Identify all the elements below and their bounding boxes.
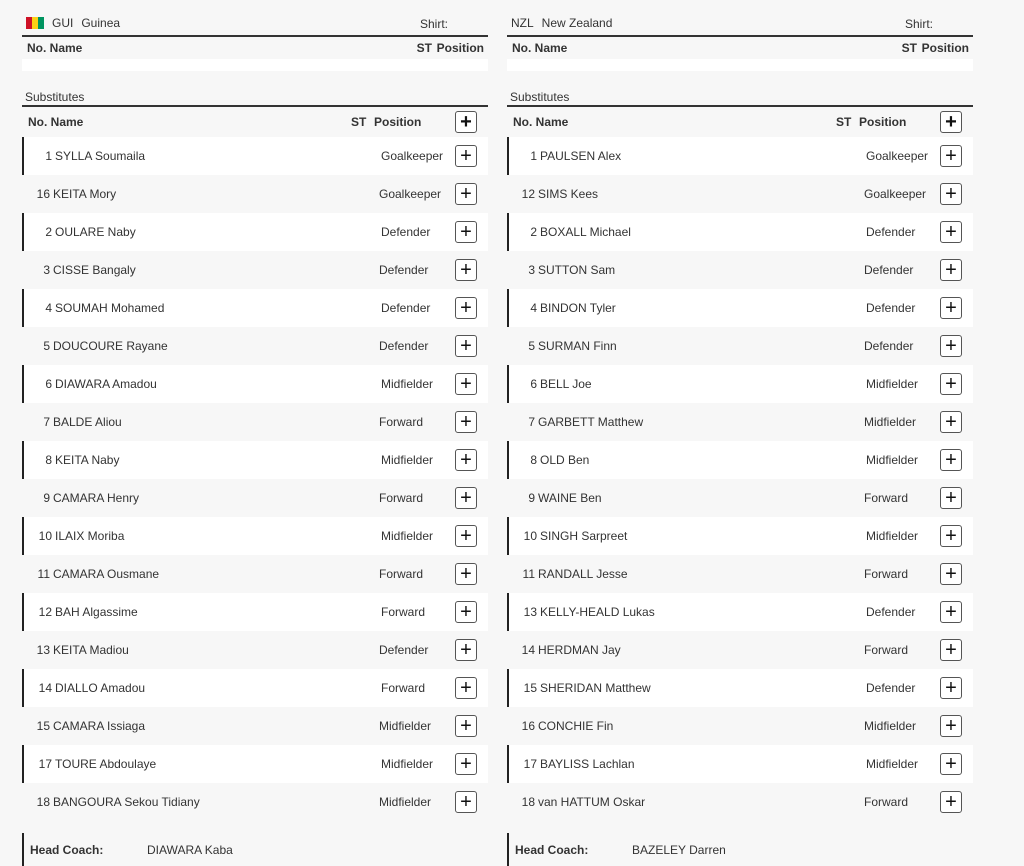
player-number: 14 [38, 681, 52, 695]
player-row [507, 479, 973, 517]
player-position: Midfielder [866, 377, 919, 391]
player-row [22, 593, 488, 631]
team-name: Guinea [81, 15, 121, 30]
team-code: GUI [52, 15, 74, 30]
player-number: 13 [523, 605, 537, 619]
player-position: Forward [381, 605, 426, 619]
player-name: CAMARA Issiaga [53, 719, 146, 733]
player-position: Forward [379, 567, 424, 581]
substitutes-header [22, 107, 488, 137]
head-coach-label: Head Coach: [30, 842, 104, 857]
player-row [22, 213, 488, 251]
player-row [22, 403, 488, 441]
player-name: BALDE Aliou [53, 415, 122, 429]
player-row [507, 631, 973, 669]
player-row [22, 327, 488, 365]
player-number: 11 [522, 567, 535, 581]
player-row [22, 517, 488, 555]
player-name: OLD Ben [540, 453, 590, 467]
starting-list-empty [22, 59, 488, 71]
player-position: Midfielder [379, 719, 432, 733]
add-player-button[interactable]: + [455, 715, 477, 737]
player-name: SUTTON Sam [538, 263, 616, 277]
player-name: KEITA Madiou [53, 643, 129, 657]
add-player-button[interactable]: + [940, 373, 962, 395]
add-player-button[interactable]: + [455, 373, 477, 395]
player-row [22, 365, 488, 403]
add-player-button[interactable]: + [940, 335, 962, 357]
player-position: Midfielder [864, 415, 917, 429]
player-number: 11 [37, 567, 50, 581]
player-position: Forward [381, 681, 426, 695]
player-number: 18 [521, 795, 535, 809]
player-row [22, 707, 488, 745]
player-number: 16 [521, 719, 535, 733]
add-all-button[interactable]: + [455, 111, 477, 133]
player-name: SHERIDAN Matthew [540, 681, 651, 695]
player-position: Defender [866, 301, 916, 315]
player-row [507, 669, 973, 707]
player-number: 2 [530, 225, 537, 239]
add-player-button[interactable]: + [455, 449, 477, 471]
team-panel-new-zealand [507, 0, 973, 866]
player-row [22, 175, 488, 213]
player-position: Defender [381, 301, 431, 315]
col-position: Position [436, 41, 484, 55]
player-number: 14 [521, 643, 535, 657]
add-all-button[interactable]: + [940, 111, 962, 133]
player-position: Forward [864, 567, 909, 581]
player-row [22, 479, 488, 517]
starting-list-empty [507, 59, 973, 71]
player-row [507, 365, 973, 403]
player-row [507, 137, 973, 175]
player-position: Midfielder [379, 795, 432, 809]
starting-header [507, 37, 973, 59]
player-position: Midfielder [381, 757, 434, 771]
team-panel-guinea [22, 0, 488, 866]
player-number: 18 [36, 795, 50, 809]
player-row [22, 289, 488, 327]
player-name: SIMS Kees [538, 187, 599, 201]
player-number: 3 [43, 263, 50, 277]
player-name: SOUMAH Mohamed [55, 301, 165, 315]
player-number: 5 [528, 339, 535, 353]
player-row [507, 327, 973, 365]
player-position: Defender [866, 605, 916, 619]
player-number: 8 [530, 453, 537, 467]
player-position: Defender [379, 339, 429, 353]
add-player-button[interactable]: + [455, 601, 477, 623]
player-name: CAMARA Ousmane [53, 567, 160, 581]
add-player-button[interactable]: + [940, 411, 962, 433]
shirt-label: Shirt: [904, 17, 933, 31]
head-coach-row [507, 833, 973, 866]
col-position: Position [921, 41, 969, 55]
player-row [22, 745, 488, 783]
player-row [22, 783, 488, 821]
player-number: 3 [528, 263, 535, 277]
player-position: Defender [381, 225, 431, 239]
starting-header [22, 37, 488, 59]
player-number: 8 [45, 453, 52, 467]
player-name: BAH Algassime [55, 605, 138, 619]
player-name: PAULSEN Alex [540, 149, 622, 163]
add-player-button[interactable]: + [455, 563, 477, 585]
substitutes-header [507, 107, 973, 137]
col-position: Position [859, 115, 907, 129]
player-number: 6 [45, 377, 52, 391]
player-number: 2 [45, 225, 52, 239]
substitutes-heading: Substitutes [507, 71, 973, 107]
col-st: ST [836, 115, 852, 129]
player-name: DIALLO Amadou [55, 681, 146, 695]
player-name: BANGOURA Sekou Tidiany [53, 795, 200, 809]
player-name: OULARE Naby [55, 225, 136, 239]
add-player-button[interactable]: + [940, 145, 962, 167]
player-position: Defender [864, 263, 914, 277]
add-player-button[interactable]: + [940, 601, 962, 623]
add-player-button[interactable]: + [455, 335, 477, 357]
player-position: Forward [379, 491, 424, 505]
player-row [507, 593, 973, 631]
player-row [507, 251, 973, 289]
player-name: CAMARA Henry [53, 491, 140, 505]
player-number: 4 [530, 301, 537, 315]
add-player-button[interactable]: + [940, 753, 962, 775]
player-number: 10 [523, 529, 537, 543]
player-position: Midfielder [866, 453, 919, 467]
add-player-button[interactable]: + [455, 297, 477, 319]
player-number: 13 [36, 643, 50, 657]
player-name: ILAIX Moriba [55, 529, 125, 543]
player-row [507, 213, 973, 251]
add-player-button[interactable]: + [940, 487, 962, 509]
add-player-button[interactable]: + [455, 183, 477, 205]
add-player-button[interactable]: + [455, 753, 477, 775]
player-row [507, 783, 973, 821]
shirt-label: Shirt: [419, 17, 448, 31]
player-position: Defender [866, 225, 916, 239]
add-player-button[interactable]: + [455, 677, 477, 699]
player-row [507, 403, 973, 441]
player-position: Forward [379, 415, 424, 429]
player-name: KEITA Naby [55, 453, 120, 467]
player-row [507, 441, 973, 479]
player-position: Defender [864, 339, 914, 353]
player-name: HERDMAN Jay [538, 643, 621, 657]
player-number: 9 [528, 491, 535, 505]
player-number: 1 [530, 149, 537, 163]
player-name: BAYLISS Lachlan [540, 757, 635, 771]
add-player-button[interactable]: + [455, 791, 477, 813]
substitutes-heading: Substitutes [22, 71, 488, 107]
player-number: 7 [528, 415, 535, 429]
player-row [507, 517, 973, 555]
player-number: 9 [43, 491, 50, 505]
player-name: DOUCOURE Rayane [53, 339, 168, 353]
add-player-button[interactable]: + [940, 677, 962, 699]
player-row [507, 289, 973, 327]
add-player-button[interactable]: + [940, 297, 962, 319]
player-position: Midfielder [381, 377, 434, 391]
player-row [22, 555, 488, 593]
player-name: KELLY-HEALD Lukas [540, 605, 655, 619]
player-position: Midfielder [866, 757, 919, 771]
add-player-button[interactable]: + [940, 715, 962, 737]
add-player-button[interactable]: + [940, 791, 962, 813]
player-number: 12 [521, 187, 535, 201]
player-number: 6 [530, 377, 537, 391]
team-name: New Zealand [541, 15, 613, 30]
player-row [22, 137, 488, 175]
col-no-name: No. Name [513, 115, 569, 129]
player-name: SYLLA Soumaila [55, 149, 146, 163]
player-position: Forward [864, 795, 909, 809]
team-header [22, 0, 488, 37]
col-no-name: No. Name [512, 41, 568, 55]
player-name: van HATTUM Oskar [538, 795, 646, 809]
player-name: BINDON Tyler [540, 301, 616, 315]
add-player-button[interactable]: + [940, 259, 962, 281]
player-number: 4 [45, 301, 52, 315]
player-number: 1 [45, 149, 52, 163]
player-number: 15 [523, 681, 537, 695]
add-player-button[interactable]: + [455, 487, 477, 509]
player-position: Goalkeeper [381, 149, 444, 163]
player-position: Midfielder [381, 453, 434, 467]
add-player-button[interactable]: + [940, 563, 962, 585]
player-row [22, 631, 488, 669]
head-coach-row [22, 833, 488, 866]
player-position: Defender [379, 263, 429, 277]
player-number: 17 [523, 757, 537, 771]
team-header [507, 0, 973, 37]
col-no-name: No. Name [27, 41, 83, 55]
col-st: ST [416, 41, 432, 55]
add-player-button[interactable]: + [455, 411, 477, 433]
player-row [507, 555, 973, 593]
col-st: ST [901, 41, 917, 55]
flag-icon [26, 17, 44, 29]
player-number: 7 [43, 415, 50, 429]
player-position: Defender [379, 643, 429, 657]
player-number: 12 [38, 605, 52, 619]
player-position: Defender [866, 681, 916, 695]
player-position: Forward [864, 491, 909, 505]
player-name: BOXALL Michael [540, 225, 631, 239]
player-name: TOURE Abdoulaye [55, 757, 157, 771]
player-number: 15 [36, 719, 50, 733]
player-position: Midfielder [381, 529, 434, 543]
add-player-button[interactable]: + [455, 145, 477, 167]
player-row [22, 441, 488, 479]
head-coach-name: BAZELEY Darren [632, 842, 726, 857]
player-name: KEITA Mory [53, 187, 117, 201]
player-position: Forward [864, 643, 909, 657]
player-name: WAINE Ben [538, 491, 602, 505]
add-player-button[interactable]: + [940, 639, 962, 661]
player-position: Midfielder [864, 719, 917, 733]
add-player-button[interactable]: + [940, 449, 962, 471]
player-name: CONCHIE Fin [538, 719, 614, 733]
player-number: 10 [38, 529, 52, 543]
add-player-button[interactable]: + [940, 221, 962, 243]
player-position: Midfielder [866, 529, 919, 543]
player-position: Goalkeeper [379, 187, 442, 201]
player-row [507, 745, 973, 783]
player-position: Goalkeeper [864, 187, 927, 201]
col-st: ST [351, 115, 367, 129]
player-row [507, 175, 973, 213]
head-coach-label: Head Coach: [515, 842, 589, 857]
player-row [22, 251, 488, 289]
team-code: NZL [511, 15, 534, 30]
add-player-button[interactable]: + [455, 259, 477, 281]
player-name: GARBETT Matthew [538, 415, 644, 429]
player-name: SINGH Sarpreet [540, 529, 628, 543]
head-coach-name: DIAWARA Kaba [147, 842, 233, 857]
player-row [22, 669, 488, 707]
player-position: Goalkeeper [866, 149, 929, 163]
col-position: Position [374, 115, 422, 129]
add-player-button[interactable]: + [455, 221, 477, 243]
col-no-name: No. Name [28, 115, 84, 129]
player-number: 16 [36, 187, 50, 201]
player-name: BELL Joe [540, 377, 592, 391]
player-row [507, 707, 973, 745]
player-number: 5 [43, 339, 50, 353]
add-player-button[interactable]: + [940, 525, 962, 547]
player-number: 17 [38, 757, 52, 771]
add-player-button[interactable]: + [940, 183, 962, 205]
add-player-button[interactable]: + [455, 525, 477, 547]
player-name: SURMAN Finn [538, 339, 617, 353]
add-player-button[interactable]: + [455, 639, 477, 661]
player-name: RANDALL Jesse [538, 567, 628, 581]
player-name: CISSE Bangaly [53, 263, 136, 277]
player-name: DIAWARA Amadou [55, 377, 157, 391]
